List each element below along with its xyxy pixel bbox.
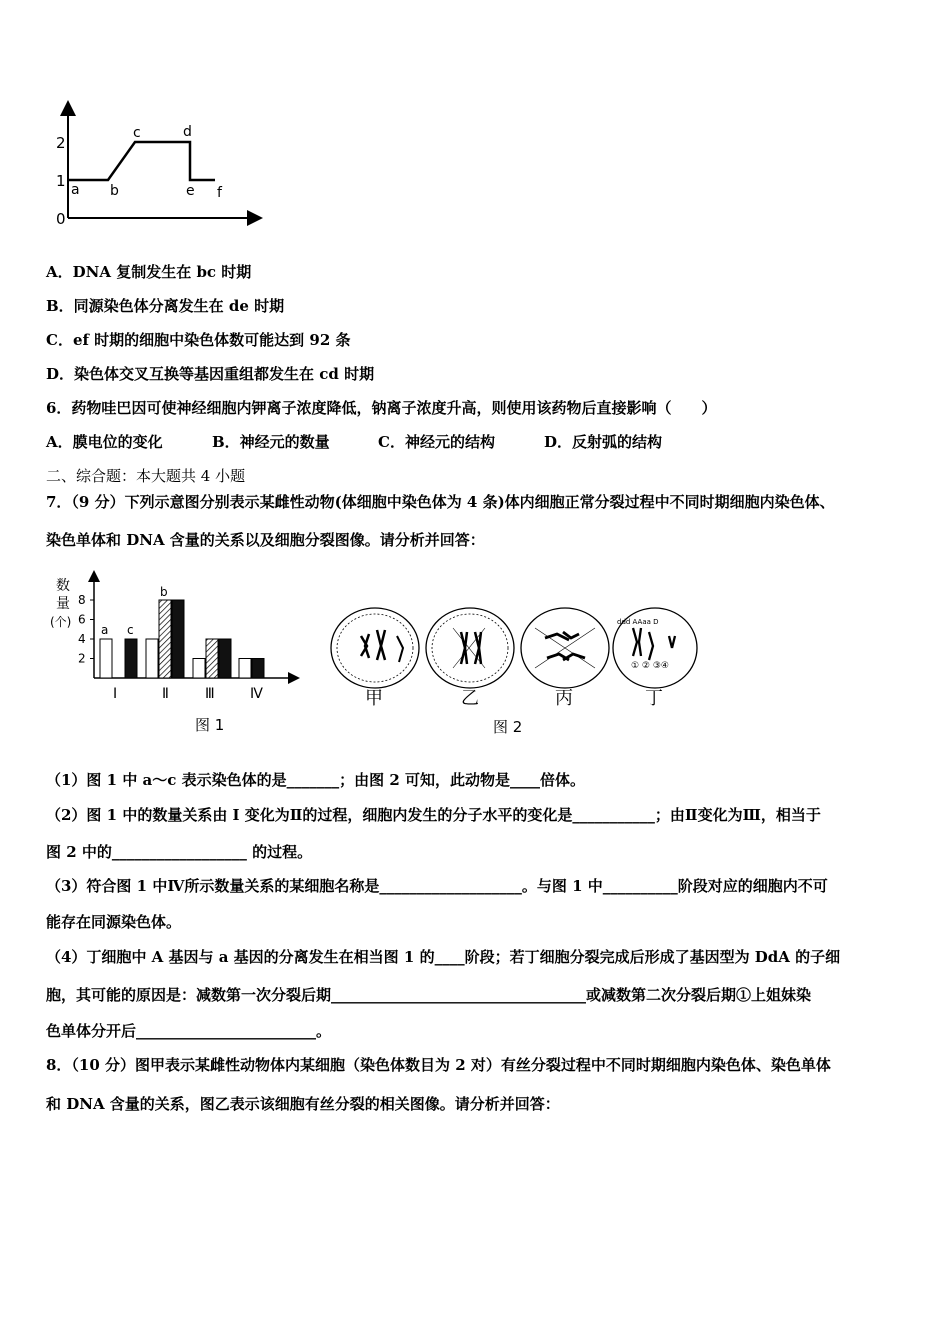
q7-sub4-line1: （4）丁细胞中 A 基因与 a 基因的分离发生在相当图 1 的____阶段；若丁细胞分裂完成后形成了基因型为 DdA 的子细 <box>46 948 841 966</box>
figure2-cell-images <box>325 598 705 740</box>
q7-stem-line2: 染色单体和 DNA 含量的关系以及细胞分裂图像。请分析并回答： <box>46 531 485 549</box>
q6-option-d: D．反射弧的结构 <box>544 433 663 451</box>
bar-c-2 <box>172 600 184 678</box>
y-tick-0: 0 <box>56 210 66 228</box>
q7-stem-line1: 7．（9 分）下列示意图分别表示某雌性动物(体细胞中染色体为 4 条)体内细胞正常分裂过程中不同时期细胞内染色体、 <box>46 493 835 511</box>
q8-stem-line2: 和 DNA 含量的关系，图乙表示该细胞有丝分裂的相关图像。请分析并回答： <box>46 1095 560 1113</box>
ding-gene-labels: ddd AAaa D <box>617 618 659 626</box>
point-label-a: a <box>71 182 80 198</box>
q7-sub2-line2: 图 2 中的__________________ 的过程。 <box>46 843 313 861</box>
q7-sub2-line1: （2）图 1 中的数量关系由 I 变化为Ⅱ的过程，细胞内发生的分子水平的变化是___________；由Ⅱ变化为Ⅲ，相当于 <box>46 806 821 824</box>
cell-jia <box>331 608 419 688</box>
figure1-caption: 图 1 <box>195 716 225 734</box>
bar-a-3 <box>193 659 205 679</box>
category-I: Ⅰ <box>113 686 118 702</box>
y-label-ge: (个) <box>50 615 72 629</box>
top-line-graph <box>40 100 280 230</box>
cell-label-ding: 丁 <box>645 688 663 709</box>
q5-option-d: D．染色体交叉互换等基因重组都发生在 cd 时期 <box>46 365 375 383</box>
cell-label-yi: 乙 <box>461 688 479 709</box>
dna-content-curve <box>68 142 215 180</box>
q6-option-c: C．神经元的结构 <box>378 433 495 451</box>
point-label-b: b <box>110 183 119 199</box>
figure1-bar-chart <box>50 570 310 740</box>
y-tick-1: 1 <box>56 172 66 190</box>
bar-b-3 <box>206 639 218 678</box>
y-tick-2: 2 <box>56 134 66 152</box>
q7-sub4-line2: 胞，其可能的原因是：减数第一次分裂后期__________________________________或减数第二次分裂后期①上姐妹染 <box>46 986 812 1004</box>
y-tick-label-6: 6 <box>78 612 86 627</box>
category-IV: Ⅳ <box>250 686 263 702</box>
cell-ding <box>613 608 697 688</box>
point-label-e: e <box>186 183 195 199</box>
bar-label-c: c <box>127 623 134 637</box>
section-heading: 二、综合题：本大题共 4 小题 <box>46 467 246 485</box>
q6-option-b: B．神经元的数量 <box>212 433 330 451</box>
q5-option-a: A．DNA 复制发生在 bc 时期 <box>46 263 252 281</box>
bar-a-1 <box>100 639 112 678</box>
y-tick-label-2: 2 <box>78 651 86 666</box>
category-III: Ⅲ <box>205 686 215 702</box>
q5-option-c: C．ef 时期的细胞中染色体数可能达到 92 条 <box>46 331 351 349</box>
cell-yi <box>426 608 514 688</box>
category-II: Ⅱ <box>162 686 169 702</box>
q7-sub3-line1: （3）符合图 1 中Ⅳ所示数量关系的某细胞名称是___________________。与图 1 中__________阶段对应的细胞内不可 <box>46 877 828 895</box>
bar-c-4 <box>252 659 264 679</box>
cell-label-jia: 甲 <box>365 688 383 709</box>
bar-c-1 <box>125 639 137 678</box>
figure2-caption: 图 2 <box>493 718 523 736</box>
q7-sub1: （1）图 1 中 a～c 表示染色体的是_______；由图 2 可知，此动物是____倍体。 <box>46 771 585 789</box>
bar-label-b: b <box>160 585 168 599</box>
y-label-liang: 量 <box>56 596 70 612</box>
y-tick-label-4: 4 <box>78 632 86 646</box>
bar-a-4 <box>239 659 251 679</box>
bar-label-a: a <box>101 623 109 637</box>
q8-stem-line1: 8．（10 分）图甲表示某雌性动物体内某细胞（染色体数目为 2 对）有丝分裂过程中不同时期细胞内染色体、染色单体 <box>46 1056 831 1074</box>
y-label-shu: 数 <box>56 578 70 594</box>
bar-a-2 <box>146 639 158 678</box>
bar-b-2 <box>159 600 171 678</box>
point-label-d: d <box>183 124 192 140</box>
cell-bing <box>521 608 609 688</box>
ding-chromosome-marks: ① ② ③④ <box>631 661 669 671</box>
q6-option-a: A．膜电位的变化 <box>46 433 163 451</box>
q6-stem: 6．药物哇巴因可使神经细胞内钾离子浓度降低，钠离子浓度升高，则使用该药物后直接影响（ ） <box>46 399 717 417</box>
q5-option-b: B．同源染色体分离发生在 de 时期 <box>46 297 285 315</box>
y-tick-label-8: 8 <box>78 593 86 607</box>
point-label-f: f <box>217 185 222 201</box>
q7-sub3-line2: 能存在同源染色体。 <box>46 913 182 931</box>
q7-sub4-line3: 色单体分开后________________________。 <box>46 1022 332 1040</box>
bar-c-3 <box>219 639 231 678</box>
point-label-c: c <box>133 125 141 141</box>
cell-label-bing: 丙 <box>555 688 573 709</box>
